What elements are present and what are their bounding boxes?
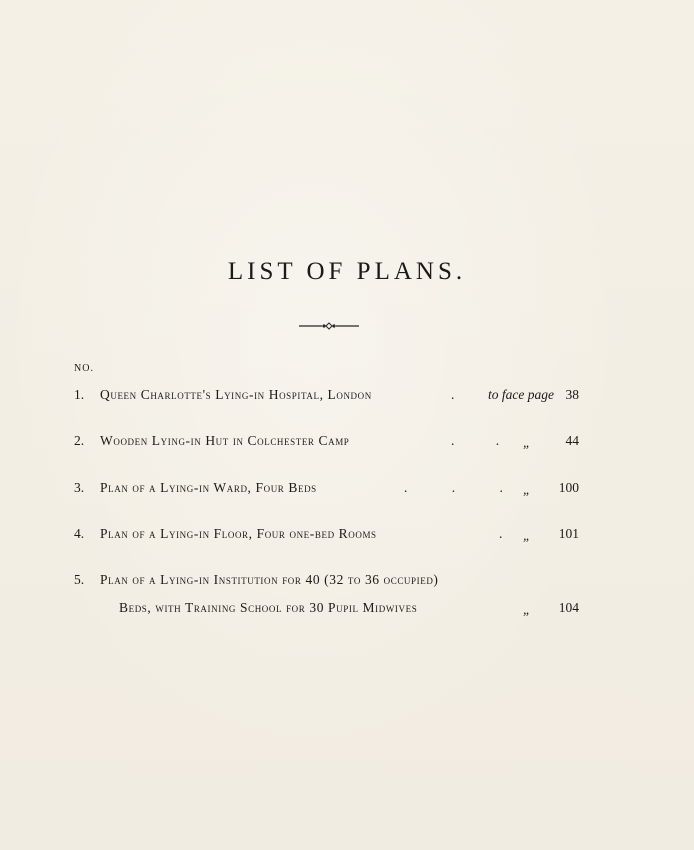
ornament-divider-icon	[297, 316, 361, 336]
entry-leader-dots: .	[499, 526, 503, 541]
entry-page-number: 101	[558, 526, 579, 541]
entry-title: Wooden Lying-in Hut in Colchester Camp	[100, 433, 350, 448]
entry-title: Plan of a Lying-in Institution for 40 (32 to 36 occupied)	[100, 572, 439, 587]
entry-leader-dots: . .	[451, 433, 500, 448]
entry-page-prefix: to face page	[488, 387, 554, 402]
entry-number: 3.	[74, 480, 85, 495]
list-item	[0, 433, 694, 455]
entry-ditto-mark: „	[523, 435, 531, 450]
list-item	[0, 387, 694, 409]
list-item	[0, 572, 694, 622]
entry-title: Plan of a Lying-in Ward, Four Beds	[100, 480, 317, 495]
entry-page-number: 104	[558, 600, 579, 615]
list-item	[0, 480, 694, 502]
entry-title: Plan of a Lying-in Floor, Four one-bed Rooms	[100, 526, 377, 541]
entry-number: 2.	[74, 433, 85, 448]
entry-title-continued: Beds, with Training School for 30 Pupil Midwives	[119, 600, 418, 615]
entry-leader-dots: .	[451, 387, 455, 402]
entry-ditto-mark: „	[523, 602, 531, 617]
entry-ditto-mark: „	[523, 482, 531, 497]
entry-leader-dots: . . .	[404, 480, 503, 495]
list-item	[0, 526, 694, 548]
entry-number: 5.	[74, 572, 85, 587]
entry-page-number: 100	[558, 480, 579, 495]
entry-number: 4.	[74, 526, 85, 541]
entry-ditto-mark: „	[523, 528, 531, 543]
entry-page-number: 44	[565, 433, 579, 448]
page-title: LIST OF PLANS.	[227, 258, 467, 285]
column-label-no: NO.	[74, 363, 94, 374]
entry-title: Queen Charlotte's Lying-in Hospital, London	[100, 387, 372, 402]
entry-page-number: 38	[565, 387, 579, 402]
entry-number: 1.	[74, 387, 85, 402]
